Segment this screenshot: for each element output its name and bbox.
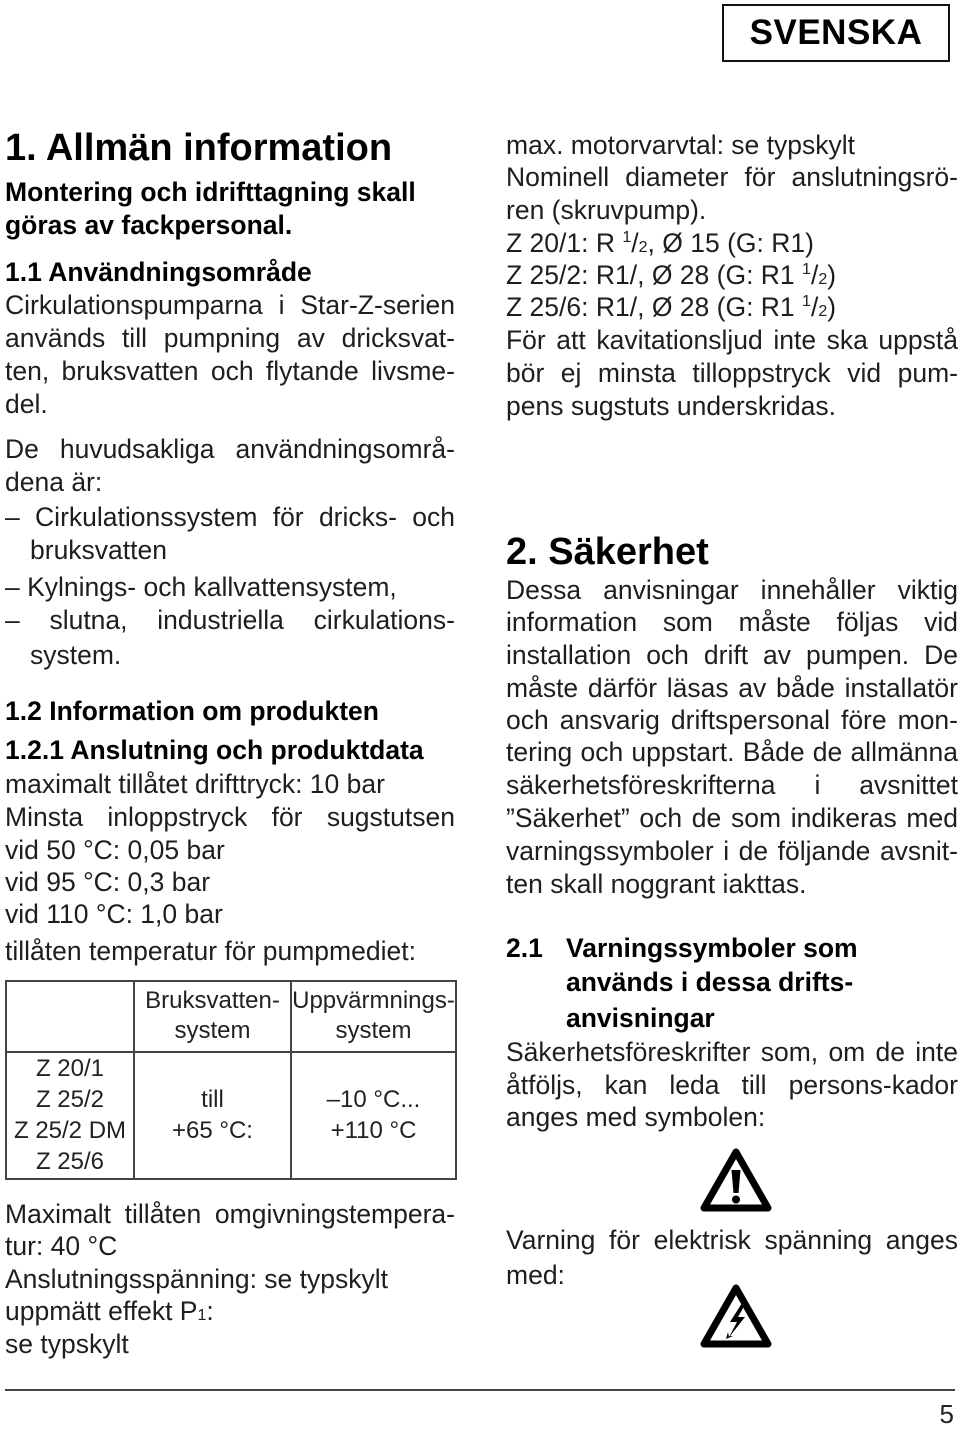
paragraph-line: Säkerhetsföreskrifter som, om de inte — [506, 1037, 958, 1067]
spec-line: tillåten temperatur för pumpmediet: — [5, 936, 416, 966]
power-subscript: 1 — [197, 1307, 207, 1324]
section-2-1-title: Varningssymboler som — [566, 933, 858, 963]
spec-line: vid 95 °C: 0,3 bar — [5, 867, 211, 897]
fraction-slash: / — [810, 260, 819, 290]
general-warning-icon — [699, 1146, 773, 1214]
model-name: Z 25/2 DM — [13, 1117, 127, 1145]
spec-line: Anslutningsspänning: se typskylt — [5, 1264, 388, 1294]
fraction-numerator: 1 — [622, 229, 632, 246]
table-header-row — [6, 981, 456, 1052]
notice-line: Montering och idrifttagning skall — [5, 177, 416, 207]
paragraph-line: säkerhetsföreskrifterna i avsnittet — [506, 770, 958, 800]
paragraph-line: anges med symbolen: — [506, 1102, 766, 1132]
header-label: system — [335, 1017, 412, 1045]
spec-line: Maximalt tillåten omgivningstempera- — [5, 1199, 455, 1229]
paragraph-line: varningssymboler i de följande avsnit- — [506, 836, 958, 866]
fraction-denominator: 2 — [818, 271, 828, 288]
page-number: 5 — [939, 1399, 954, 1429]
paragraph-line: Varning för elektrisk spänning anges — [506, 1225, 958, 1255]
paragraph-line: Cirkulationspumparna i Star-Z-serien — [5, 290, 455, 320]
paragraph-line: tering och uppstart. Både de allmänna — [506, 737, 958, 767]
connection-text: ) — [827, 292, 837, 322]
paragraph-line: med: — [506, 1260, 565, 1290]
fraction-slash: / — [810, 292, 819, 322]
spec-line: se typskylt — [5, 1329, 129, 1359]
power-suffix: : — [206, 1296, 214, 1326]
fraction-numerator: 1 — [802, 293, 811, 310]
notice-line: göras av fackpersonal. — [5, 210, 293, 240]
section-1-2-1-title: 1.2.1 Anslutning och produktdata — [5, 735, 424, 765]
spec-line: Nominell diameter för anslutningsrö- — [506, 162, 958, 192]
paragraph-line: bör ej minsta tilloppstryck vid pum- — [506, 358, 958, 388]
paragraph-line: pens sugstuts underskridas. — [506, 391, 836, 421]
paragraph-line: De huvudsakliga användningsområ- — [5, 434, 455, 464]
table-cell-heating — [291, 1052, 456, 1179]
paragraph-line: del. — [5, 389, 48, 419]
paragraph-line: dena är: — [5, 467, 103, 497]
table-header-cell-empty — [6, 981, 134, 1052]
power-label: uppmätt effekt P — [5, 1296, 198, 1326]
section-2-1-title: används i dessa drifts- — [566, 967, 854, 997]
paragraph-line: måste därför läsas av både installatör — [506, 673, 958, 703]
paragraph-line: används till pumpning av dricksvat- — [5, 323, 455, 353]
language-tab: SVENSKA — [722, 4, 950, 62]
fraction-denominator: 2 — [638, 239, 648, 256]
spec-line: Minsta inloppstryck för sugstutsen — [5, 802, 455, 832]
temperature-value: +110 °C — [330, 1117, 417, 1145]
list-item: – slutna, industriella cirkulations- — [5, 605, 455, 635]
connection-text: Z 25/2: R1/, Ø 28 (G: R1 — [506, 260, 795, 290]
fraction-numerator: 1 — [802, 261, 811, 278]
paragraph-line: installation och drift av pumpen. De — [506, 640, 958, 670]
section-1-2-title: 1.2 Information om produkten — [5, 696, 379, 726]
paragraph-line: ten skall noggrant iakttas. — [506, 869, 807, 899]
connection-line — [506, 291, 958, 328]
paragraph-line: ten, bruksvatten och flytande livsme- — [5, 356, 455, 386]
model-name: Z 20/1 — [35, 1055, 105, 1083]
power-line — [5, 1295, 455, 1332]
section-1-1-title: 1.1 Användningsområde — [5, 257, 312, 287]
fraction-denominator: 2 — [818, 303, 828, 320]
spec-line: ren (skruvpump). — [506, 195, 707, 225]
temperature-value: till — [201, 1086, 224, 1114]
spec-line: tur: 40 °C — [5, 1231, 118, 1261]
fraction-slash: / — [631, 228, 639, 258]
list-item-continuation: bruksvatten — [30, 535, 167, 565]
paragraph-line: information som måste följas vid — [506, 607, 958, 637]
section-2-1-number: 2.1 — [506, 933, 543, 963]
connection-text: ) — [827, 260, 837, 290]
list-item: – Kylnings- och kallvattensystem, — [5, 572, 397, 602]
connection-text: Z 20/1: R — [506, 228, 623, 258]
header-label: Bruksvatten- — [145, 987, 280, 1015]
paragraph-line: ”Säkerhet” och de som indikeras med — [506, 803, 958, 833]
paragraph-line: För att kavitationsljud inte ska uppstå — [506, 325, 958, 355]
model-name: Z 25/6 — [35, 1148, 105, 1176]
table-cell-models — [6, 1052, 134, 1179]
temperature-table — [5, 980, 457, 1180]
spec-line: vid 50 °C: 0,05 bar — [5, 835, 225, 865]
section-2-1-title: anvisningar — [566, 1003, 715, 1033]
spec-line: max. motorvarvtal: se typskylt — [506, 130, 856, 160]
list-item-continuation: system. — [30, 640, 122, 670]
electric-voltage-warning-icon — [699, 1282, 773, 1350]
spec-line: maximalt tillåtet drifttryck: 10 bar — [5, 769, 385, 799]
paragraph-line: Dessa anvisningar innehåller viktig — [506, 575, 958, 605]
connection-text: Z 25/6: R1/, Ø 28 (G: R1 — [506, 292, 795, 322]
spec-line: vid 110 °C: 1,0 bar — [5, 899, 223, 929]
temperature-value: –10 °C... — [326, 1086, 421, 1114]
paragraph-line: och ansvarig driftspersonal före mon- — [506, 705, 958, 735]
header-label: system — [174, 1017, 251, 1045]
list-item: – Cirkulationssystem för dricks- och — [5, 502, 455, 532]
section-2-title: 2. Säkerhet — [506, 531, 709, 573]
table-row — [6, 1052, 456, 1179]
table-header-cell — [134, 981, 291, 1052]
header-label: Uppvärmnings- — [292, 987, 455, 1015]
connection-text: , Ø 15 (G: R1) — [647, 228, 814, 258]
table-header-cell — [291, 981, 456, 1052]
model-name: Z 25/2 — [35, 1086, 105, 1114]
footer-divider — [5, 1389, 955, 1391]
table-cell-domestic-water — [134, 1052, 291, 1179]
paragraph-line: åtföljs, kan leda till persons-kador — [506, 1070, 958, 1100]
section-1-title: 1. Allmän information — [5, 127, 393, 169]
temperature-value: +65 °C: — [172, 1117, 253, 1145]
